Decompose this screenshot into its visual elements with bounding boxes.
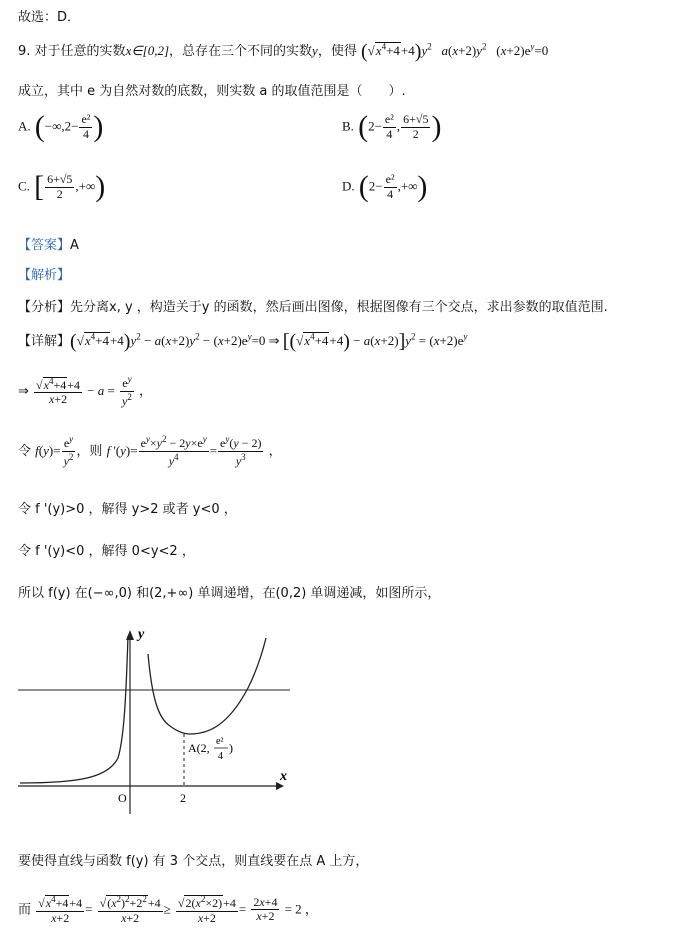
option-d-frac-den: 4 <box>387 186 394 201</box>
stem-text-c: ，使得 <box>317 44 357 59</box>
option-d-frac-num: e² <box>385 171 395 186</box>
option-c-label: C. <box>18 178 30 194</box>
question-stem-line1 <box>18 40 548 64</box>
stem-text-a: 对于任意的实数 <box>34 44 126 59</box>
previous-answer: 故选：D． <box>18 10 81 25</box>
step3-ling: 令 <box>18 443 32 459</box>
option-a-frac-den: 4 <box>82 126 89 141</box>
fenxi-text: 先分离x, y ，构造关于y 的函数，然后画出图像，根据图像有三个交点，求出参数的取值范围. <box>70 300 608 315</box>
step8-suffix: = 2 ， <box>284 901 318 917</box>
detail-line7: 要使得直线与函数 f(y) 有 3 个交点，则直线要在点 A 上方， <box>18 854 369 869</box>
option-a-left: −∞,2− <box>44 118 79 134</box>
right-branch <box>148 638 266 734</box>
detail-line2: ⇒ $\frac{√x^4+4+4}{x+2}$ − a = $\frac{e^y}{y^2}$ ， <box>18 374 152 408</box>
y-axis-arrow <box>126 630 134 640</box>
answer-tag: 【答案】 <box>18 238 71 253</box>
option-b-frac-num: e² <box>384 111 394 126</box>
detail-tag: 【详解】 <box>18 334 71 349</box>
detail-line1 <box>18 330 467 354</box>
option-b-label: B. <box>342 118 354 134</box>
answer-line <box>18 234 79 253</box>
option-c-frac-den: 2 <box>56 186 63 201</box>
origin-label: O <box>118 791 127 805</box>
fenxi-line <box>18 296 608 315</box>
function-graph <box>18 618 308 818</box>
detail-eq1: $(√x^4+4+4)y^2 - a(x+2)y^2 - (x+2)e^y=0$ ⇒ $[(√x^4+4+4) - a(x+2)]y^2 = (x+2)e^y$ <box>70 330 468 353</box>
point-a-frac-den: 4 <box>218 751 223 762</box>
point-a-close: ) <box>229 741 233 755</box>
detail-line8: 而 $\frac{√x^4+4+4}{x+2}$ = $\frac{√(x^2)^2+2^2+4}{x+2}$ ≥ $\frac{√2(x^2\times 2)+4}{x+2}$ = $\frac{2x+4}{x+2}$ = 2 ， <box>18 894 318 925</box>
option-d-label: D. <box>342 178 355 194</box>
left-branch <box>20 636 128 783</box>
detail-line5: 令 f '(y)<0 ，解得 0<y<2 ， <box>18 544 195 559</box>
y-axis-label: y <box>138 627 145 642</box>
option-b-frac2-num: 6+√5 <box>403 111 429 126</box>
question-stem-line2: 成立，其中 e 为自然对数的底数，则实数 a 的取值范围是（ ）. <box>18 84 406 99</box>
option-a-frac-num: e² <box>81 111 91 126</box>
point-a-frac-num: e² <box>216 736 224 747</box>
option-b-left: 2− <box>368 118 382 134</box>
detail-line6: 所以 f(y) 在(−∞,0) 和(2,+∞) 单调递增，在(0,2) 单调递减，如图所示， <box>18 586 441 601</box>
option-a-label: A. <box>18 118 31 134</box>
tick-label-2: 2 <box>180 791 186 805</box>
step3-ze: ，则 <box>76 443 103 459</box>
x-axis-label: x <box>280 769 287 784</box>
answer-value: A <box>70 238 79 253</box>
option-c-right: ,+∞ <box>75 178 96 194</box>
analysis-tag: 【解析】 <box>18 268 71 283</box>
detail-line3: 令 f(y)= $\frac{e^y}{y^2}$ ，则 f '(y)= $\frac{e^y\times y^2 - 2y\times e^y}{y^4}$ = $\frac{e^y(y - 2)}{y^3}$ ， <box>18 434 282 468</box>
point-a-label: A(2, <box>188 741 210 755</box>
detail-line4: 令 f '(y)>0 ，解得 y>2 或者 y<0 ， <box>18 502 237 517</box>
option-d-left: 2− <box>368 178 383 194</box>
question-number: 9. <box>18 44 31 59</box>
step8-prefix: 而 <box>18 902 32 918</box>
stem-text-b: ，总存在三个不同的实数 <box>169 44 313 59</box>
option-a[interactable]: A. (−∞,2− $\frac{\text{e²}}{4}$ ) <box>18 110 104 143</box>
stem-equation: $(√x^4+4+4)y^2$ $a(x+2)y^2$ $(x+2)e^y=0$ <box>360 40 549 63</box>
option-d-right: ,+∞ <box>397 178 418 194</box>
fenxi-tag: 【分析】 <box>18 300 71 315</box>
var-y: y <box>312 43 318 58</box>
option-c-frac-num: 6+√5 <box>47 171 73 186</box>
option-b[interactable]: B. (2− $\frac{\text{e²}}{4}$ , $\frac{6+√5}{2}$ ) <box>342 110 442 143</box>
option-b-comma: , <box>396 118 401 134</box>
option-b-frac-den: 4 <box>386 126 393 141</box>
option-d[interactable]: D. (2− $\frac{\text{e²}}{4}$ ,+∞) <box>342 170 428 203</box>
x-range: x∈[0,2] <box>125 43 170 58</box>
option-b-frac2-den: 2 <box>412 126 419 141</box>
option-c[interactable]: C. [ $\frac{6+√5}{2}$ ,+∞) <box>18 170 106 203</box>
